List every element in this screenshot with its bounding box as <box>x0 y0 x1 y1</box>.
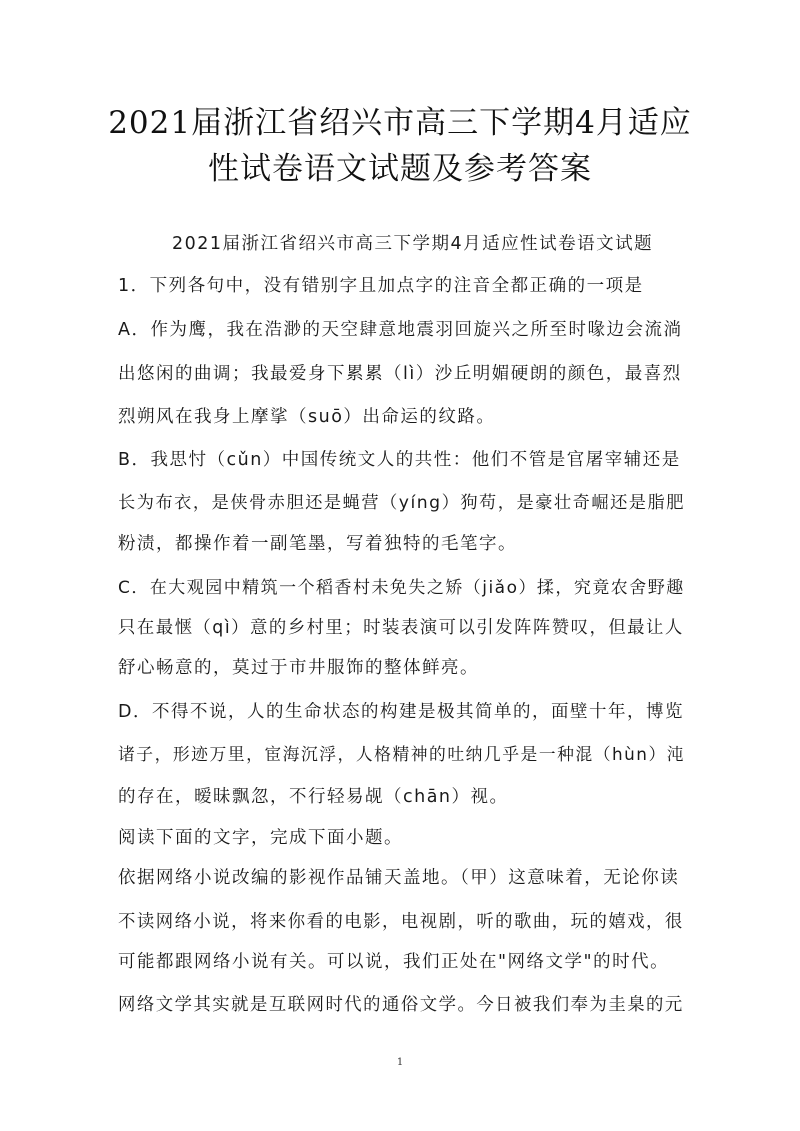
passage-line-2: 不读网络小说，将来你看的电影，电视剧，听的歌曲，玩的嬉戏，很 <box>118 912 684 932</box>
option-c-line-1: C．在大观园中精筑一个稻香村未免失之矫（jiǎo）揉，究竟农舍野趣 <box>118 578 685 598</box>
option-d-line-1: D．不得不说，人的生命状态的构建是极其简单的，面壁十年，博览 <box>118 702 684 722</box>
option-a-line-3: 烈朔风在我身上摩挲（suō）出命运的纹路。 <box>118 407 496 427</box>
option-b-line-2: 长为布衣，是侠骨赤胆还是蝇营（yíng）狗苟，是豪壮奇崛还是脂肥 <box>118 493 685 513</box>
reading-instruction: 阅读下面的文字，完成下面小题。 <box>118 828 403 848</box>
option-b-line-3: 粉渍，都操作着一副笔墨，写着独特的毛笔字。 <box>118 534 517 554</box>
page-number: 1 <box>396 1057 404 1068</box>
passage-line-1: 依据网络小说改编的影视作品铺天盖地。（甲）这意味着，无论你读 <box>118 868 680 888</box>
document-title-line-2: 性试卷语文试题及参考答案 <box>208 151 592 187</box>
option-a-line-1: A．作为鹰，我在浩渺的天空肆意地震羽回旋兴之所至时喙边会流淌 <box>118 320 683 340</box>
document-title-line-1: 2021届浙江省绍兴市高三下学期4月适应 <box>108 105 692 141</box>
passage-line-4: 网络文学其实就是互联网时代的通俗文学。今日被我们奉为圭臬的元 <box>118 995 684 1015</box>
option-d-line-2: 诸子，形迹万里，宦海沉浮，人格精神的吐纳几乎是一种混（hùn）沌 <box>118 744 686 764</box>
option-d-line-3: 的存在，暧昧飘忽，不行轻易觇（chān）视。 <box>118 787 509 807</box>
option-c-line-2: 只在最惬（qì）意的乡村里；时装表演可以引发阵阵赞叹，但最让人 <box>118 618 684 638</box>
option-b-line-1: B．我思忖（cǔn）中国传统文人的共性：他们不管是官屠宰辅还是 <box>118 450 681 470</box>
option-c-line-3: 舒心畅意的，莫过于市井服饰的整体鲜亮。 <box>118 658 479 678</box>
option-a-line-2: 出悠闲的曲调；我最爱身下累累（lì）沙丘明媚硬朗的颜色，最喜烈 <box>118 364 682 384</box>
passage-line-3: 可能都跟网络小说有关。可以说，我们正处在"网络文学"的时代。 <box>118 952 670 972</box>
question-1-stem: 1．下列各句中，没有错别字且加点字的注音全都正确的一项是 <box>118 276 644 296</box>
exam-subtitle: 2021届浙江省绍兴市高三下学期4月适应性试卷语文试题 <box>172 234 654 254</box>
